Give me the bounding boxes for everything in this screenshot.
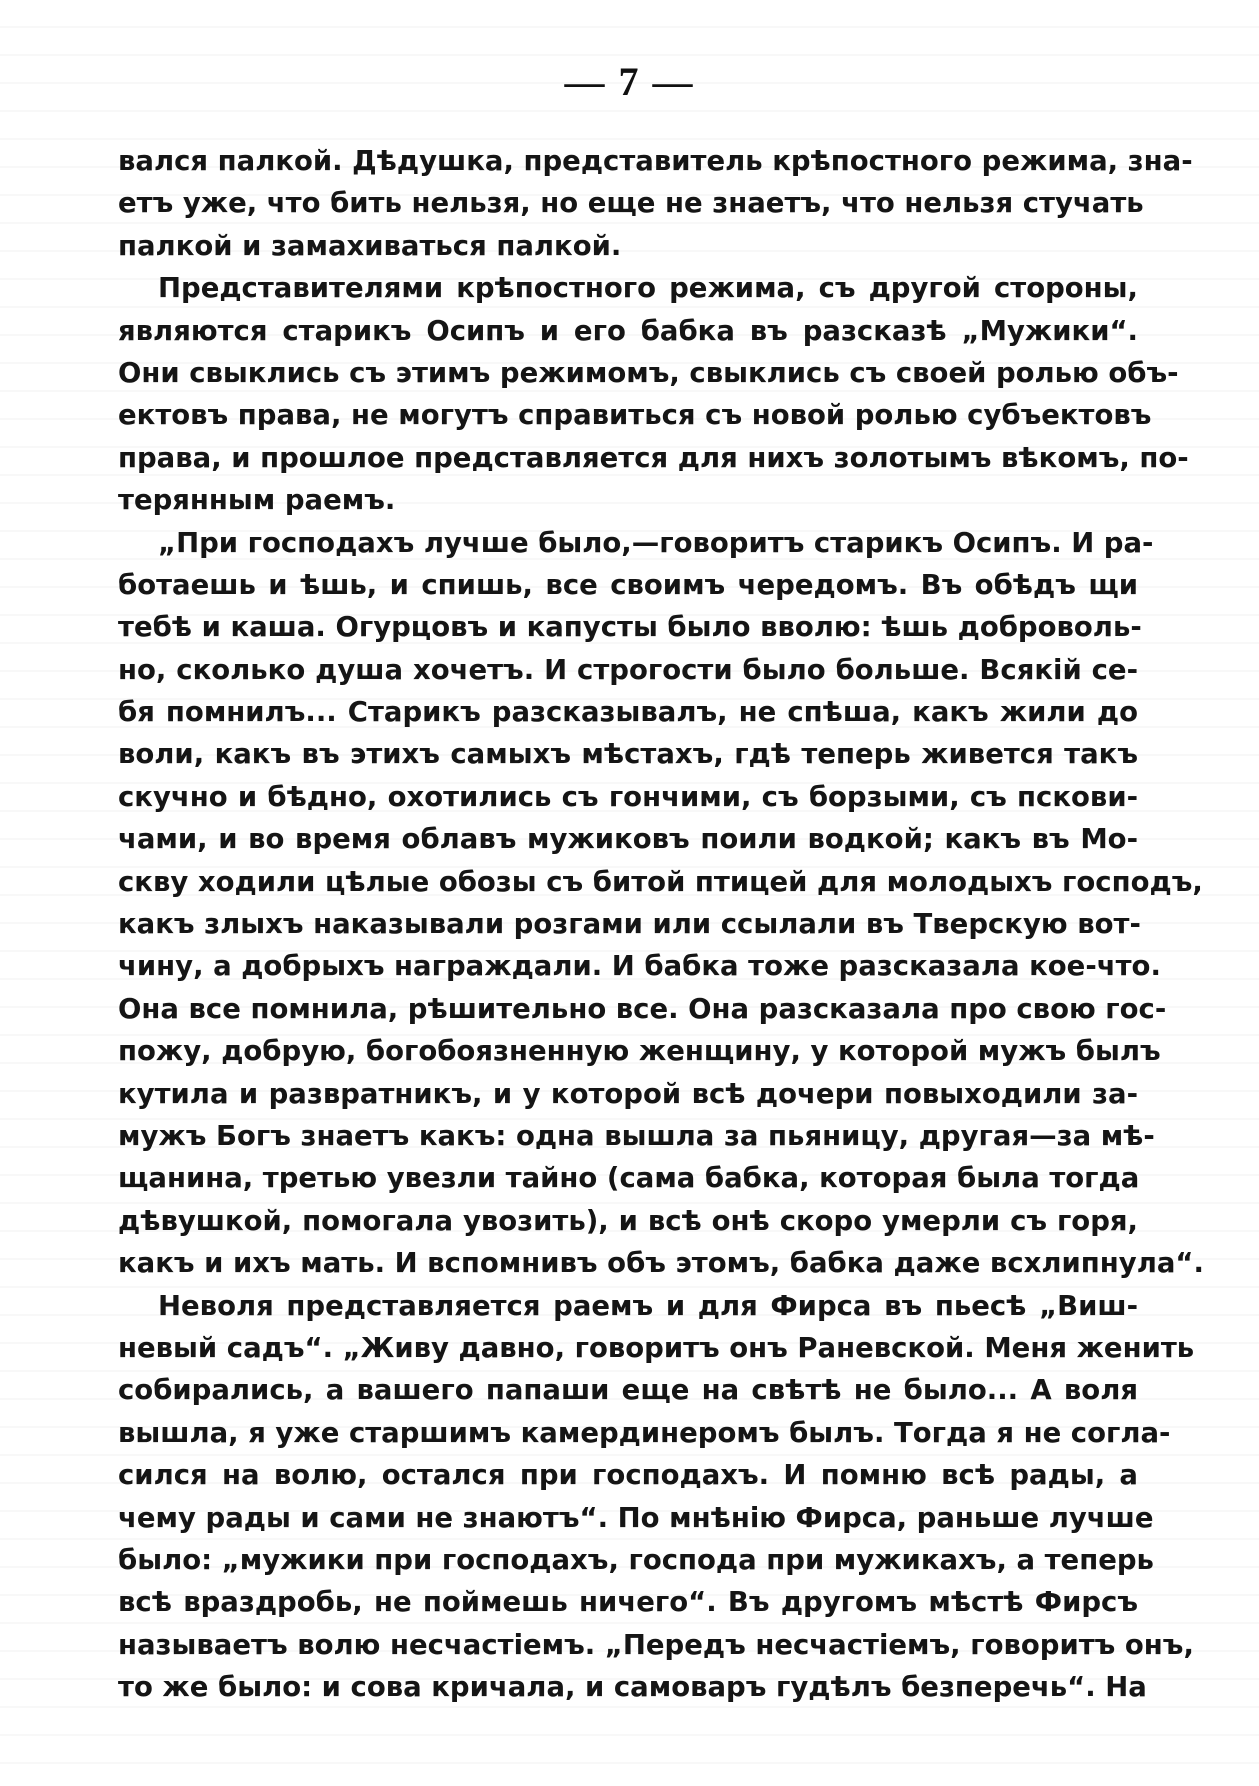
text-line: щанина, третью увезли тайно (сама бабка, которая была тогда	[118, 1162, 1140, 1195]
text-line: Представителями крѣпостного режима, съ другой стороны,	[158, 272, 1138, 305]
text-line: но, сколько душа хочетъ. И строгости было больше. Всякій се-	[118, 653, 1138, 686]
text-line: какъ злыхъ наказывали розгами или ссылали въ Тверскую вот-	[118, 908, 1141, 941]
text-line: Неволя представляется раемъ и для Фирса въ пьесѣ „Виш-	[158, 1289, 1138, 1322]
text-line: вался палкой. Дѣдушка, представитель крѣпостного режима, зна-	[118, 145, 1193, 177]
text-line: было: „мужики при господахъ, господа при мужикахъ, а теперь	[118, 1543, 1154, 1576]
paragraph	[118, 522, 1204, 1285]
text-line: кутила и развратникъ, и у которой всѣ дочери повыходили за-	[118, 1077, 1138, 1110]
paragraph	[118, 140, 1193, 267]
text-line: чину, а добрыхъ награждали. И бабка тоже разсказала кое-что.	[118, 950, 1161, 983]
text-line: скучно и бѣдно, охотились съ гончими, съ борзыми, съ пскови-	[118, 780, 1138, 813]
text-line: чами, и во время облавъ мужиковъ поили водкой; какъ въ Мо-	[118, 823, 1138, 856]
text-line: мужъ Богъ знаетъ какъ: одна вышла за пьяницу, другая—за мѣ-	[118, 1119, 1155, 1152]
text-line: палкой и замахиваться палкой.	[118, 229, 622, 262]
text-line: „При господахъ лучше было,—говоритъ старикъ Осипъ. И ра-	[158, 526, 1154, 559]
text-line: невый садъ“. „Живу давно, говоритъ онъ Раневской. Меня женить	[118, 1331, 1195, 1364]
text-line: етъ уже, что бить нельзя, но еще не знаетъ, что нельзя стучать	[118, 187, 1144, 220]
text-line: чему рады и сами не знаютъ“. По мнѣнію Фирса, раньше лучше	[118, 1501, 1154, 1534]
paragraph	[118, 267, 1189, 521]
text-line: называетъ волю несчастіемъ. „Передъ несчастіемъ, говоритъ онъ,	[118, 1628, 1194, 1661]
text-line: собирались, а вашего папаши еще на свѣтѣ не было... А воля	[118, 1374, 1138, 1407]
text-line: пожу, добрую, богобоязненную женщину, у которой мужъ былъ	[118, 1035, 1161, 1068]
text-line: воли, какъ въ этихъ самыхъ мѣстахъ, гдѣ теперь живется такъ	[118, 738, 1138, 771]
text-line: Она все помнила, рѣшительно все. Она разсказала про свою гос-	[118, 992, 1167, 1025]
text-line: то же было: и сова кричала, и самоваръ гудѣлъ безперечь“. На	[118, 1671, 1147, 1704]
text-line: дѣвушкой, помогала увозить), и всѣ онѣ скоро умерли съ горя,	[118, 1204, 1138, 1237]
text-line: ектовъ права, не могутъ справиться съ новой ролью субъектовъ	[118, 399, 1152, 432]
page-number: — 7 —	[564, 59, 695, 104]
text-line: бя помнилъ... Старикъ разсказывалъ, не спѣша, какъ жили до	[118, 696, 1138, 729]
text-line: скву ходили цѣлые обозы съ битой птицей для молодыхъ господъ,	[118, 865, 1203, 898]
body-text	[118, 140, 1204, 1708]
text-line: Они свыклись съ этимъ режимомъ, свыклись съ своей ролью объ-	[118, 356, 1179, 389]
text-line: всѣ враздробь, не поймешь ничего“. Въ другомъ мѣстѣ Фирсъ	[118, 1586, 1138, 1619]
text-line: вышла, я уже старшимъ камердинеромъ былъ. Тогда я не согла-	[118, 1416, 1171, 1449]
text-line: терянным раемъ.	[118, 484, 396, 517]
text-line: какъ и ихъ мать. И вспомнивъ объ этомъ, бабка даже всхлипнула“.	[118, 1247, 1204, 1280]
text-line: являются старикъ Осипъ и его бабка въ разсказѣ „Мужики“.	[118, 314, 1138, 347]
text-line: ботаешь и ѣшь, и спишь, все своимъ чередомъ. Въ обѣдъ щи	[118, 568, 1138, 601]
text-line: тебѣ и каша. Огурцовъ и капусты было вволю: ѣшь доброволь-	[118, 611, 1142, 644]
paragraph	[118, 1285, 1195, 1709]
text-line: сился на волю, остался при господахъ. И помню всѣ рады, а	[118, 1459, 1138, 1492]
text-line: права, и прошлое представляется для нихъ золотымъ вѣкомъ, по-	[118, 441, 1189, 474]
